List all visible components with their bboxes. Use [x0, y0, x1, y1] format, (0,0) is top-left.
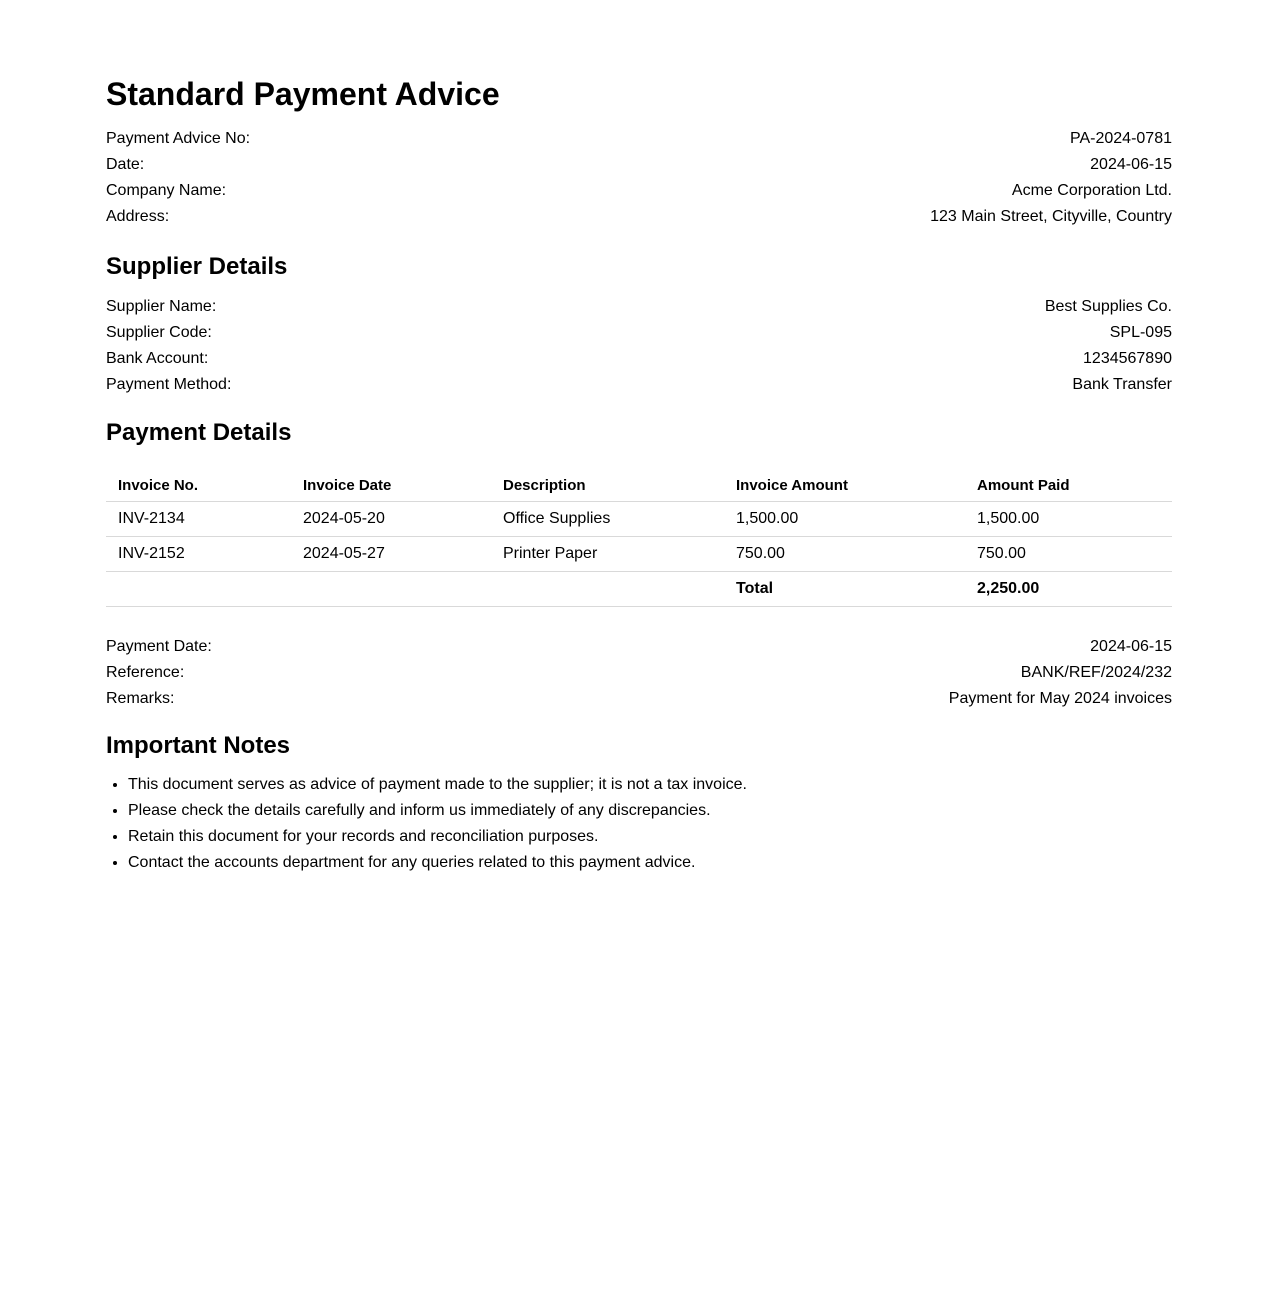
- supplier-row-name: [106, 294, 1172, 320]
- field-value: 2024-06-15: [1090, 156, 1172, 173]
- list-item: • Contact the accounts department for any queries related to this payment advice.: [128, 850, 1172, 876]
- cell-invoice-date: 2024-05-27: [291, 537, 491, 572]
- notes-list: [106, 772, 1172, 876]
- field-value: Payment for May 2024 invoices: [948, 690, 1172, 707]
- field-value: 1234567890: [1083, 350, 1172, 367]
- field-label: Company Name:: [106, 182, 227, 199]
- field-label: Bank Account:: [106, 350, 209, 367]
- total-label: Total: [724, 572, 965, 607]
- column-header-invoice-no: Invoice No.: [106, 469, 291, 502]
- supplier-row-code: [106, 320, 1172, 346]
- supplier-row-payment-method: [106, 372, 1172, 398]
- table-total-row: [106, 572, 1172, 607]
- payment-info: [106, 634, 1172, 712]
- field-label: Supplier Name:: [106, 298, 217, 315]
- payment-row-reference: [106, 660, 1172, 686]
- list-item: • Retain this document for your records and reconciliation purposes.: [128, 824, 1172, 850]
- total-value: 2,250.00: [965, 572, 1172, 607]
- cell-invoice-amount: 1,500.00: [724, 502, 965, 537]
- field-label: Remarks:: [106, 690, 175, 707]
- table-row: [106, 537, 1172, 572]
- payment-advice-document: [106, 0, 1172, 876]
- field-label: Date:: [106, 156, 145, 173]
- field-label: Supplier Code:: [106, 324, 212, 341]
- field-value: BANK/REF/2024/232: [1020, 664, 1172, 681]
- column-header-invoice-date: Invoice Date: [291, 469, 491, 502]
- empty-cell: [491, 572, 724, 607]
- payment-details-heading: Payment Details: [106, 419, 292, 446]
- field-value: SPL-095: [1109, 324, 1172, 341]
- table-header-row: [106, 469, 1172, 502]
- field-value: 2024-06-15: [1090, 638, 1172, 655]
- supplier-details-heading: Supplier Details: [106, 253, 288, 280]
- cell-description: Printer Paper: [491, 537, 724, 572]
- cell-amount-paid: 1,500.00: [965, 502, 1172, 537]
- field-value: Acme Corporation Ltd.: [1011, 182, 1172, 199]
- field-label: Payment Method:: [106, 376, 232, 393]
- field-label: Payment Date:: [106, 638, 212, 655]
- advice-meta: [106, 126, 1172, 230]
- empty-cell: [291, 572, 491, 607]
- list-item: • Please check the details carefully and inform us immediately of any discrepancies.: [128, 798, 1172, 824]
- cell-invoice-amount: 750.00: [724, 537, 965, 572]
- field-value: 123 Main Street, Cityville, Country: [930, 208, 1172, 225]
- invoice-table: [106, 469, 1172, 607]
- meta-row-company-name: [106, 178, 1172, 204]
- list-item: • This document serves as advice of payment made to the supplier; it is not a tax invoice.: [128, 772, 1172, 798]
- column-header-invoice-amount: Invoice Amount: [724, 469, 965, 502]
- meta-row-advice-no: [106, 126, 1172, 152]
- important-notes-heading: Important Notes: [106, 732, 291, 759]
- empty-cell: [106, 572, 291, 607]
- column-header-description: Description: [491, 469, 724, 502]
- cell-invoice-date: 2024-05-20: [291, 502, 491, 537]
- cell-description: Office Supplies: [491, 502, 724, 537]
- field-value: PA-2024-0781: [1070, 130, 1172, 147]
- page-title: Standard Payment Advice: [106, 76, 500, 112]
- cell-amount-paid: 750.00: [965, 537, 1172, 572]
- meta-row-address: [106, 204, 1172, 230]
- field-value: Best Supplies Co.: [1044, 298, 1172, 315]
- supplier-row-bank-account: [106, 346, 1172, 372]
- field-value: Bank Transfer: [1072, 376, 1172, 393]
- supplier-details: [106, 294, 1172, 398]
- column-header-amount-paid: Amount Paid: [965, 469, 1172, 502]
- payment-row-remarks: [106, 686, 1172, 712]
- table-row: [106, 502, 1172, 537]
- field-label: Reference:: [106, 664, 185, 681]
- meta-row-date: [106, 152, 1172, 178]
- field-label: Address:: [106, 208, 170, 225]
- field-label: Payment Advice No:: [106, 130, 251, 147]
- payment-row-date: [106, 634, 1172, 660]
- cell-invoice-no: INV-2152: [106, 537, 291, 572]
- cell-invoice-no: INV-2134: [106, 502, 291, 537]
